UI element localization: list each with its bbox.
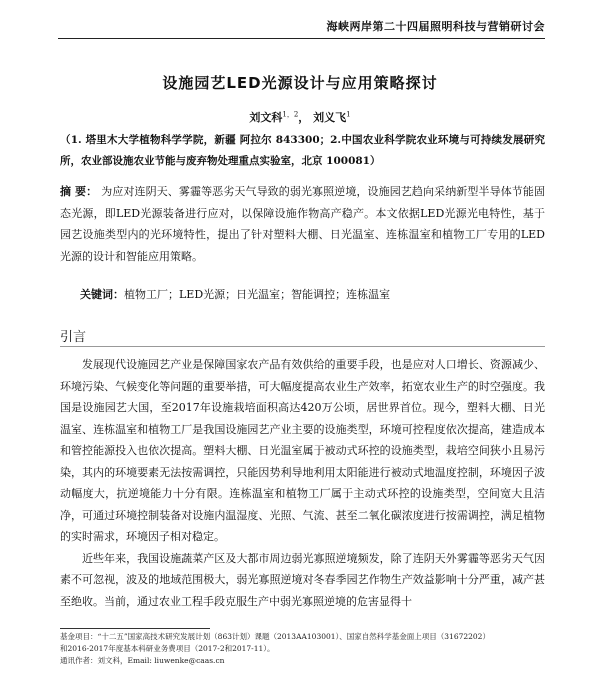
author-separator: ， bbox=[298, 111, 310, 124]
paper-title: 设施园艺LED光源设计与应用策略探讨 bbox=[162, 74, 438, 92]
footnote-line: 通讯作者：刘文科，Email: liuwenke@caas.cn bbox=[60, 656, 225, 665]
affiliation: （1. 塔里木大学植物科学学院，新疆 阿拉尔 843300；2.中国农业科学院农业环境与可持续发展研究所，农业部设施农业节能与废弃物处理重点实验室，北京 100081） bbox=[60, 134, 545, 167]
paragraph: 发展现代设施园艺产业是保障国家农产品有效供给的重要手段，也是应对人口增长、资源减少、环境污染、气候变化等问题的重要举措，可大幅度提高农业生产效率，拓宽农业生产的时空强度。我国是设施园艺大国，至2017年设施栽培面积高达420万公顷，居世界首位。现今，塑料大棚、日光温室、连栋温室和植物工厂是我国设施园艺产业主要的设施类型，环境可控程度依次提高，建造成本和管控能源投入也依次提高。塑料大棚、日光温室属于被动式环控的设施类型，栽培空间狭小且易污染，其内的环境要素无法按需调控，只能因势利导地利用太阳能进行被动式地温度控制，环境因子波动幅度大，抗逆境能力十分有限。连栋温室和植物工厂属于主动式环控的设施类型，空间宽大且洁净，可通过环境控制装备对设施内温湿度、光照、气流、甚至二氧化碳浓度进行按需调控，满足植物的实时需求，环境因子相对稳定。 bbox=[60, 358, 545, 543]
author-affil-mark: 1，2 bbox=[282, 110, 299, 119]
footnote-rule bbox=[60, 628, 210, 629]
body-text bbox=[60, 354, 545, 612]
section-rule bbox=[60, 346, 545, 347]
author-line bbox=[0, 109, 600, 125]
section-heading: 引言 bbox=[60, 330, 87, 345]
paragraph: 近些年来，我国设施蔬菜产区及大都市周边弱光寡照逆境频发，除了连阴天外雾霾等恶劣天气因素不可忽视，波及的地域范围极大，弱光寡照逆境对冬春季园艺作物生产效益影响十分严重，减产甚至绝收。当前，通过农业工程手段克服生产中弱光寡照逆境的危害显得十 bbox=[60, 551, 545, 608]
abstract-label: 摘 要： bbox=[60, 185, 98, 198]
footnotes bbox=[60, 631, 545, 667]
keywords-label: 关键词： bbox=[80, 288, 124, 301]
author-affil-mark: 1 bbox=[346, 110, 351, 119]
abstract-text: 为应对连阴天、雾霾等恶劣天气导致的弱光寡照逆境，设施园艺趋向采纳新型半导体节能固态光源，即LED光源装备进行应对，以保障设施作物高产稳产。本文依据LED光源光电特性，基于园艺设施类型内的光环境特性，提出了针对塑料大棚、日光温室、连栋温室和植物工厂专用的LED光源的设计和智能应用策略。 bbox=[60, 185, 545, 263]
author-name: 刘文科 bbox=[249, 111, 283, 124]
keywords bbox=[80, 286, 545, 302]
running-header: 海峡两岸第二十四届照明科技与营销研讨会 bbox=[326, 20, 545, 33]
header-rule bbox=[58, 38, 545, 39]
footnote-line: 基金项目：“十二五”国家高技术研究发展计划（863计划）课题（2013AA103001）、国家自然科学基金面上项目（31672202） bbox=[60, 632, 490, 641]
footnote-line: 和2016-2017年度基本科研业务费项目（2017-2和2017-11）。 bbox=[60, 644, 275, 653]
abstract bbox=[60, 181, 545, 267]
keywords-text: 植物工厂；LED光源；日光温室；智能调控；连栋温室 bbox=[124, 288, 391, 301]
author-name: 刘义飞 bbox=[313, 111, 347, 124]
